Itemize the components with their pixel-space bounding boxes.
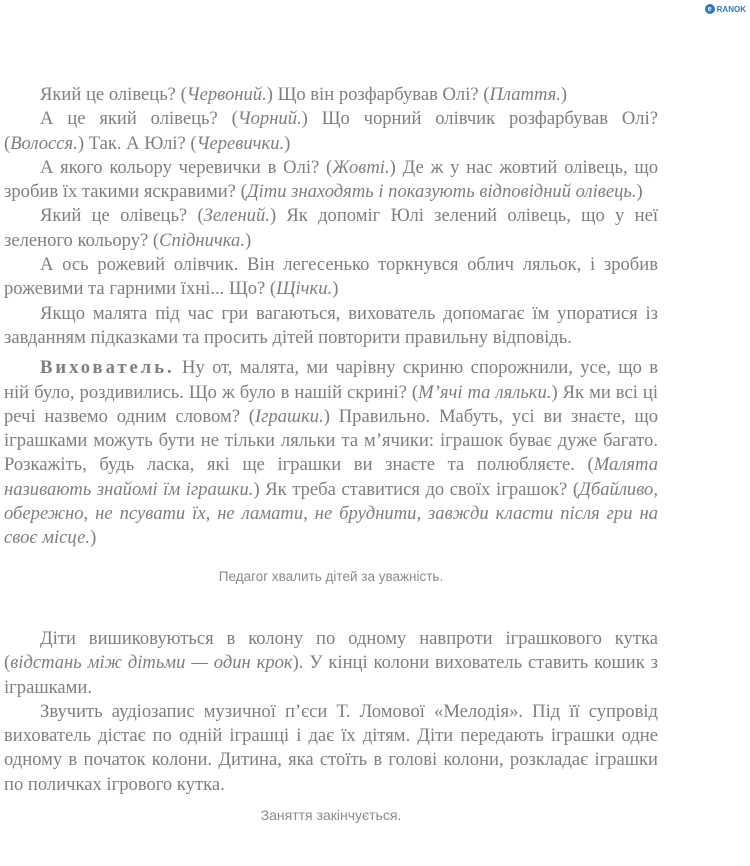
text-run: ) Правильно. Мабуть, усі ви знаєте, що іграшками можуть бути не тільки ляльки та м’ячики: іграшок буває дуже багато. Розкажіть, будь ласка, які ще іграшки ви знаєте та полюбляєте. (: [4, 405, 658, 476]
closing-note: Заняття закінчується.: [260, 807, 402, 824]
text-run: ): [636, 181, 643, 203]
paragraph-6: Якщо малята під час гри вагаються, вихователь допомагає їм упоратися із завданням підказками та просить дітей повторити правильну відповідь.: [4, 302, 658, 348]
answer-italic: Жовті.: [332, 156, 390, 178]
logo-label: RANOK: [716, 4, 746, 14]
stage-note: Педагог хвалить дітей за уважність.: [218, 568, 444, 584]
text-run: ): [244, 229, 252, 251]
answer-italic: Дбайливо, обережно, не псувати їх, не ламати, не бруднити, завжди класти після гри на своє місце.: [4, 478, 658, 549]
paragraph-educator: [4, 356, 658, 550]
answer-italic: Малята називають знайомі їм іграшки.: [4, 454, 658, 500]
paragraph-2: [4, 107, 658, 156]
text-run: Який це олівець? (: [40, 205, 204, 227]
text-run: ): [90, 527, 97, 549]
text-run: Який це олівець? (: [40, 84, 187, 105]
document-body: [4, 83, 658, 827]
answer-italic: Плаття.: [489, 84, 561, 105]
paragraph-5: [4, 253, 658, 302]
text-run: ). У кінці колони вихователь ставить кошик з іграшками.: [4, 652, 658, 698]
text-run: ): [332, 278, 339, 300]
answer-italic: Спідничка.: [159, 229, 245, 251]
speaker-label: Вихователь.: [40, 357, 175, 379]
text-run: Ну от, малята, ми чарівну скриню спорожнили, усе, що в ній було, роздивились. Що ж було в нашій скрині? (: [4, 357, 658, 403]
answer-italic: Червоний.: [186, 84, 267, 105]
logo-mark-icon: e: [705, 4, 715, 14]
text-run: ) Як треба ставитися до своїх іграшок? (: [253, 478, 580, 500]
text-run: ) Що чорний олівчик розфарбував Олі? (: [4, 108, 658, 154]
text-run: ) Як ми всі ці речі назвемо одним словом? (: [4, 381, 659, 427]
answer-italic: Щічки.: [276, 278, 333, 300]
answer-italic: Зелений.: [203, 205, 270, 227]
answer-italic: Іграшки.: [255, 405, 324, 427]
answer-italic: М’ячі та ляльки.: [418, 381, 552, 403]
answer-italic: Черевички.: [196, 132, 285, 154]
text-run: ): [284, 132, 291, 154]
text-run: ) Що він розфарбував Олі? (: [266, 84, 490, 105]
text-run: А якого кольору черевички в Олі? (: [40, 156, 333, 178]
text-run: А ось рожевий олівчик. Він легесенько торкнувся облич ляльок, і зробив рожевими та гарними їхні... Що? (: [4, 254, 658, 300]
text-run: ) Так. А Юлі? (: [77, 132, 197, 154]
text-run: Діти вишиковуються в колону по одному навпроти іграшкового кутка (: [4, 627, 658, 674]
text-run: ) Як допоміг Юлі зелений олівець, що у неї зеленого кольору? (: [4, 205, 658, 251]
paragraph-9: Звучить аудіозапис музичної п’єси Т. Ломової «Мелодія». Під її супровід вихователь дістає по одній іграшці і дає їх дітям. Діти передають іграшки одне одному в початок колони. Дитина, яка стоїть в голові колони, розкладає іграшки по поличках ігрового кутка.: [4, 700, 658, 795]
answer-italic: Волосся.: [10, 132, 78, 154]
paragraph-8: [4, 627, 658, 700]
paragraph-3: [4, 156, 658, 205]
text-run: ): [560, 84, 568, 105]
answer-italic: відстань між дітьми — один крок: [10, 652, 293, 674]
answer-italic: Діти знаходять і показують відповідний олівець.: [246, 181, 637, 203]
paragraph-4: [4, 204, 658, 253]
text-run: ) Де ж у нас жовтий олівець, що зробив їх такими яскравими? (: [4, 156, 658, 203]
answer-italic: Чорний.: [237, 108, 302, 130]
paragraph-1: [4, 83, 658, 107]
publisher-logo: [705, 4, 746, 14]
text-run: А це який олівець? (: [40, 108, 238, 130]
